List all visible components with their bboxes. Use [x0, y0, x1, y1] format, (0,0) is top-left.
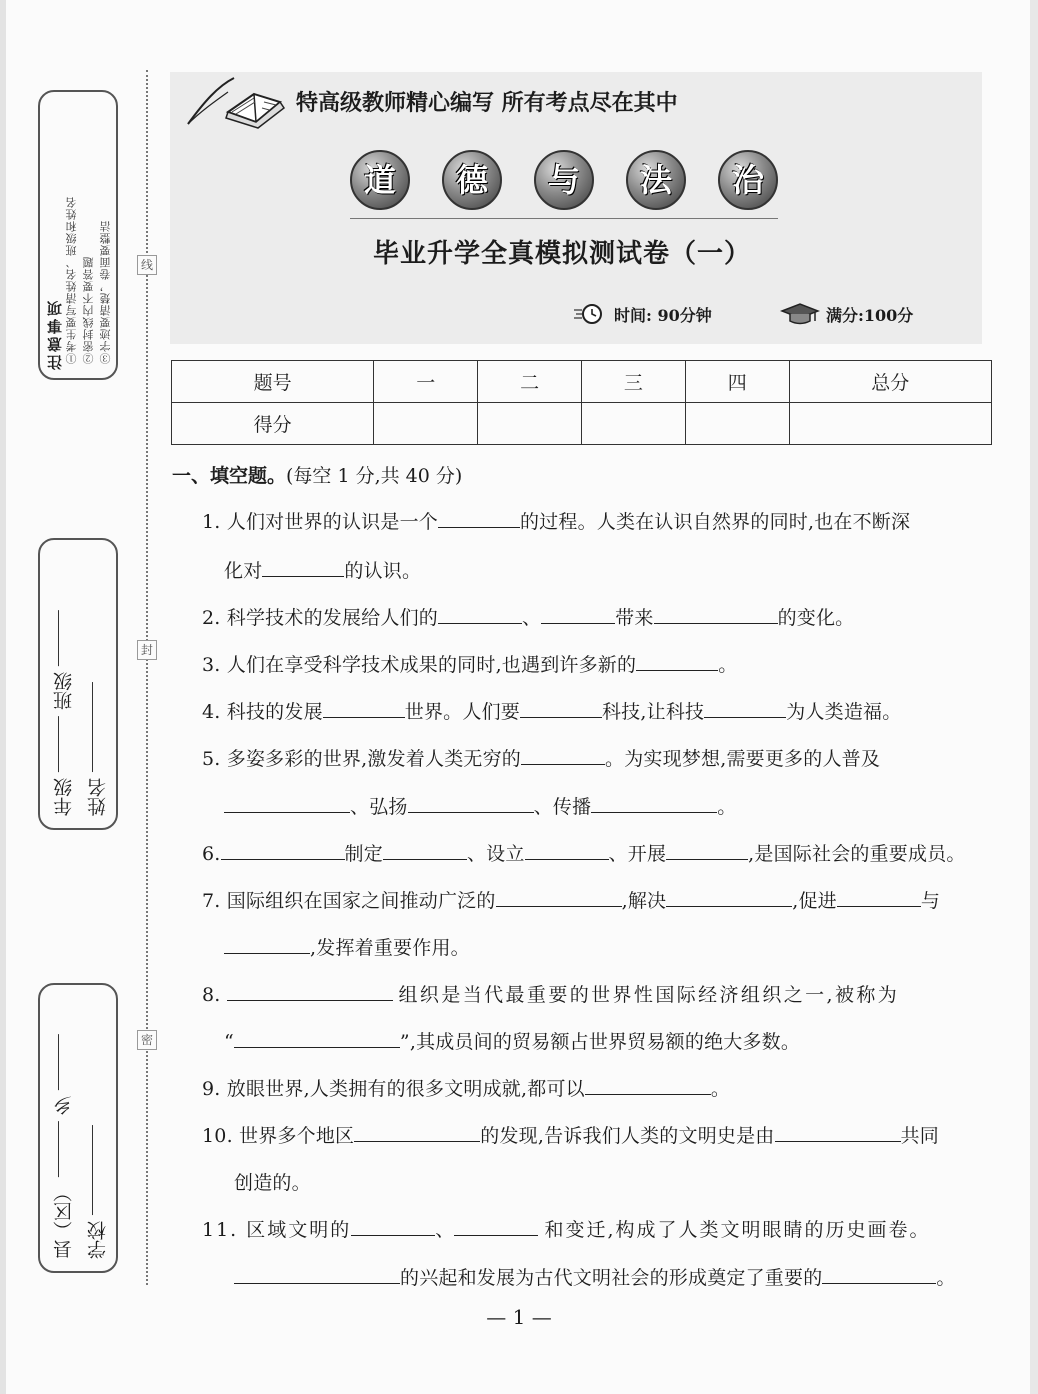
question-text: 和变迁,构成了人类文明眼睛的历史画卷。 — [544, 1219, 931, 1241]
question-8 — [202, 980, 899, 1007]
question-text: 11. 区域文明的 — [202, 1219, 352, 1241]
score-table-header: 题号 — [172, 361, 374, 403]
score-row-label: 得分 — [172, 403, 374, 445]
question-2 — [202, 603, 854, 630]
answer-blank[interactable] — [666, 842, 748, 860]
score-table-score-row — [172, 403, 992, 445]
school-label: 学校 — [87, 1221, 109, 1259]
school-info-box — [38, 983, 118, 1273]
question-text: 科技,让科技 — [601, 701, 705, 723]
notice-title: 注意事项 — [46, 298, 64, 370]
answer-blank[interactable] — [837, 889, 921, 907]
section-heading — [172, 461, 462, 488]
seal-mark-seal: 封 — [137, 640, 157, 660]
answer-blank[interactable] — [262, 559, 344, 577]
answer-blank[interactable] — [234, 1030, 400, 1048]
answer-blank[interactable] — [666, 889, 792, 907]
question-text: 、 — [521, 607, 542, 629]
subject-char: 道 — [350, 150, 410, 210]
full-score-info — [780, 302, 913, 326]
subject-char: 法 — [626, 150, 686, 210]
question-9 — [202, 1074, 730, 1101]
answer-blank[interactable] — [636, 653, 718, 671]
question-10-cont — [234, 1168, 311, 1195]
time-label: 时间: 90分钟 — [614, 305, 712, 325]
question-5 — [202, 744, 880, 771]
question-text: 的兴起和发展为古代文明社会的形成奠定了重要的 — [400, 1267, 823, 1289]
grade-class-field[interactable] — [50, 610, 77, 816]
section-title: 一、填空题。 — [172, 465, 287, 487]
question-text: 与 — [920, 890, 941, 912]
question-text: 。为实现梦想,需要更多的人普及 — [605, 748, 881, 770]
score-table-header: 二 — [478, 361, 582, 403]
answer-blank[interactable] — [654, 606, 778, 624]
answer-blank[interactable] — [408, 795, 534, 813]
seal-mark-line: 线 — [137, 255, 157, 275]
question-text: 5. 多姿多彩的世界,激发着人类无穷的 — [202, 748, 522, 770]
answer-blank[interactable] — [354, 1124, 480, 1142]
answer-blank[interactable] — [454, 1218, 538, 1236]
county-label: 县（区） — [53, 1183, 75, 1259]
question-3 — [202, 650, 737, 677]
question-4 — [202, 697, 901, 724]
question-text: 、开展 — [608, 843, 667, 865]
question-text: ,是国际社会的重要成员。 — [748, 843, 966, 865]
answer-blank[interactable] — [775, 1124, 901, 1142]
question-7-cont — [224, 933, 470, 960]
answer-blank[interactable] — [224, 936, 310, 954]
answer-blank[interactable] — [822, 1266, 936, 1284]
score-table-header: 四 — [685, 361, 789, 403]
graduation-cap-icon — [780, 302, 820, 326]
answer-blank[interactable] — [224, 795, 350, 813]
answer-blank[interactable] — [438, 606, 522, 624]
school-line[interactable] — [92, 1125, 93, 1215]
question-text: 化对 — [224, 560, 263, 582]
notice-item-3: ③字迹要清楚，卷面要整洁 — [99, 220, 112, 364]
answer-blank[interactable] — [351, 1218, 435, 1236]
question-text: 、 — [435, 1219, 455, 1241]
question-text: 10. 世界多个地区 — [202, 1125, 355, 1147]
question-text: 、传播 — [533, 796, 592, 818]
seal-mark-secret: 密 — [137, 1030, 157, 1050]
question-text: 。 — [710, 1078, 731, 1100]
question-text: 1. 人们对世界的认识是一个 — [202, 511, 438, 533]
question-text: 、弘扬 — [350, 796, 408, 818]
notice-item-1: ①考生要写清姓名、班级和姓名 — [65, 196, 78, 364]
clock-icon — [572, 302, 608, 326]
county-line[interactable] — [58, 1121, 59, 1177]
question-text: 的变化。 — [777, 607, 855, 629]
question-1 — [202, 507, 910, 534]
answer-blank[interactable] — [521, 747, 605, 765]
answer-blank[interactable] — [438, 510, 520, 528]
question-text: 组织是当代最重要的世界性国际经济组织之一,被称为 — [398, 984, 900, 1006]
question-6 — [202, 839, 966, 866]
page-edge-left — [0, 0, 6, 1394]
question-text: 创造的。 — [234, 1172, 311, 1194]
question-text: ,发挥着重要作用。 — [310, 937, 470, 959]
score-table — [171, 360, 992, 445]
answer-blank[interactable] — [525, 842, 609, 860]
score-cell[interactable] — [478, 403, 582, 445]
score-table-header-row — [172, 361, 992, 403]
answer-blank[interactable] — [383, 842, 467, 860]
section-note: (每空 1 分,共 40 分) — [286, 465, 463, 487]
name-label: 姓名 — [87, 778, 109, 816]
answer-blank[interactable] — [323, 700, 405, 718]
question-text: ”,其成员间的贸易额占世界贸易额的绝大多数。 — [399, 1031, 801, 1053]
book-quill-icon — [184, 72, 296, 132]
score-cell[interactable] — [685, 403, 789, 445]
notice-box — [38, 90, 118, 380]
question-text: 8. — [202, 984, 221, 1006]
answer-blank[interactable] — [234, 1266, 400, 1284]
town-label: 乡 — [53, 1095, 75, 1115]
question-text: 的发现,告诉我们人类的文明史是由 — [480, 1125, 775, 1147]
score-table-header: 一 — [374, 361, 478, 403]
grade-line[interactable] — [58, 716, 59, 772]
question-text: 为人类造福。 — [786, 701, 902, 723]
question-text: 7. 国际组织在国家之间推动广泛的 — [202, 890, 496, 912]
question-text: 共同 — [900, 1125, 939, 1147]
question-text: 带来 — [615, 607, 654, 629]
student-info-box — [38, 538, 118, 830]
question-text: 。 — [936, 1267, 956, 1289]
question-11-cont — [234, 1263, 956, 1290]
page-number: — 1 — — [486, 1305, 552, 1329]
full-score-label: 满分:100分 — [826, 305, 914, 325]
answer-blank[interactable] — [591, 795, 717, 813]
seal-dotted-line — [146, 70, 148, 1285]
answer-blank[interactable] — [496, 889, 622, 907]
grade-label: 年级 — [53, 778, 75, 816]
question-8-cont — [224, 1027, 800, 1054]
question-text: 3. 人们在享受科学技术成果的同时,也遇到许多新的 — [202, 654, 637, 676]
subject-title — [348, 150, 780, 216]
county-town-field[interactable] — [50, 1034, 77, 1259]
question-text: 世界。人们要 — [404, 701, 520, 723]
subject-char: 德 — [442, 150, 502, 210]
question-text: 的过程。人类在认识自然界的同时,也在不断深 — [519, 511, 911, 533]
question-1-cont — [224, 556, 421, 583]
question-text: 4. 科技的发展 — [202, 701, 323, 723]
school-field[interactable] — [84, 1125, 111, 1259]
question-text: 制定 — [344, 843, 383, 865]
answer-blank[interactable] — [520, 700, 602, 718]
question-text: ,促进 — [792, 890, 837, 912]
subject-char: 治 — [718, 150, 778, 210]
question-text: “ — [224, 1031, 234, 1053]
exam-subtitle: 毕业升学全真模拟测试卷（一） — [373, 239, 752, 269]
question-text: 的认识。 — [344, 560, 422, 582]
name-field[interactable] — [84, 682, 111, 816]
score-cell[interactable] — [581, 403, 685, 445]
class-line[interactable] — [58, 610, 59, 666]
question-text: 。 — [718, 654, 738, 676]
question-text: 。 — [717, 796, 737, 818]
header-divider — [350, 218, 778, 219]
question-10 — [202, 1121, 939, 1148]
notice-item-2: ②密封线内不要答题 — [82, 256, 95, 364]
name-line[interactable] — [92, 682, 93, 772]
time-info — [572, 302, 712, 326]
question-5-cont — [224, 792, 736, 819]
subject-char: 与 — [534, 150, 594, 210]
answer-blank[interactable] — [227, 983, 393, 1001]
page-edge-right — [1030, 0, 1038, 1394]
question-11 — [202, 1215, 931, 1242]
score-cell[interactable] — [374, 403, 478, 445]
question-7 — [202, 886, 940, 913]
score-cell[interactable] — [789, 403, 991, 445]
score-table-header: 三 — [581, 361, 685, 403]
question-text: 9. 放眼世界,人类拥有的很多文明成就,都可以 — [202, 1078, 585, 1100]
header-slogan: 特高级教师精心编写 所有考点尽在其中 — [296, 91, 678, 116]
question-text: ,解决 — [621, 890, 667, 912]
town-line[interactable] — [58, 1034, 59, 1090]
answer-blank[interactable] — [541, 606, 615, 624]
question-text: 6. — [202, 843, 221, 865]
score-table-header: 总分 — [789, 361, 991, 403]
question-text: 2. 科学技术的发展给人们的 — [202, 607, 438, 629]
answer-blank[interactable] — [221, 842, 345, 860]
answer-blank[interactable] — [585, 1077, 711, 1095]
answer-blank[interactable] — [704, 700, 786, 718]
question-text: 、设立 — [466, 843, 525, 865]
class-label: 班级 — [53, 671, 75, 710]
